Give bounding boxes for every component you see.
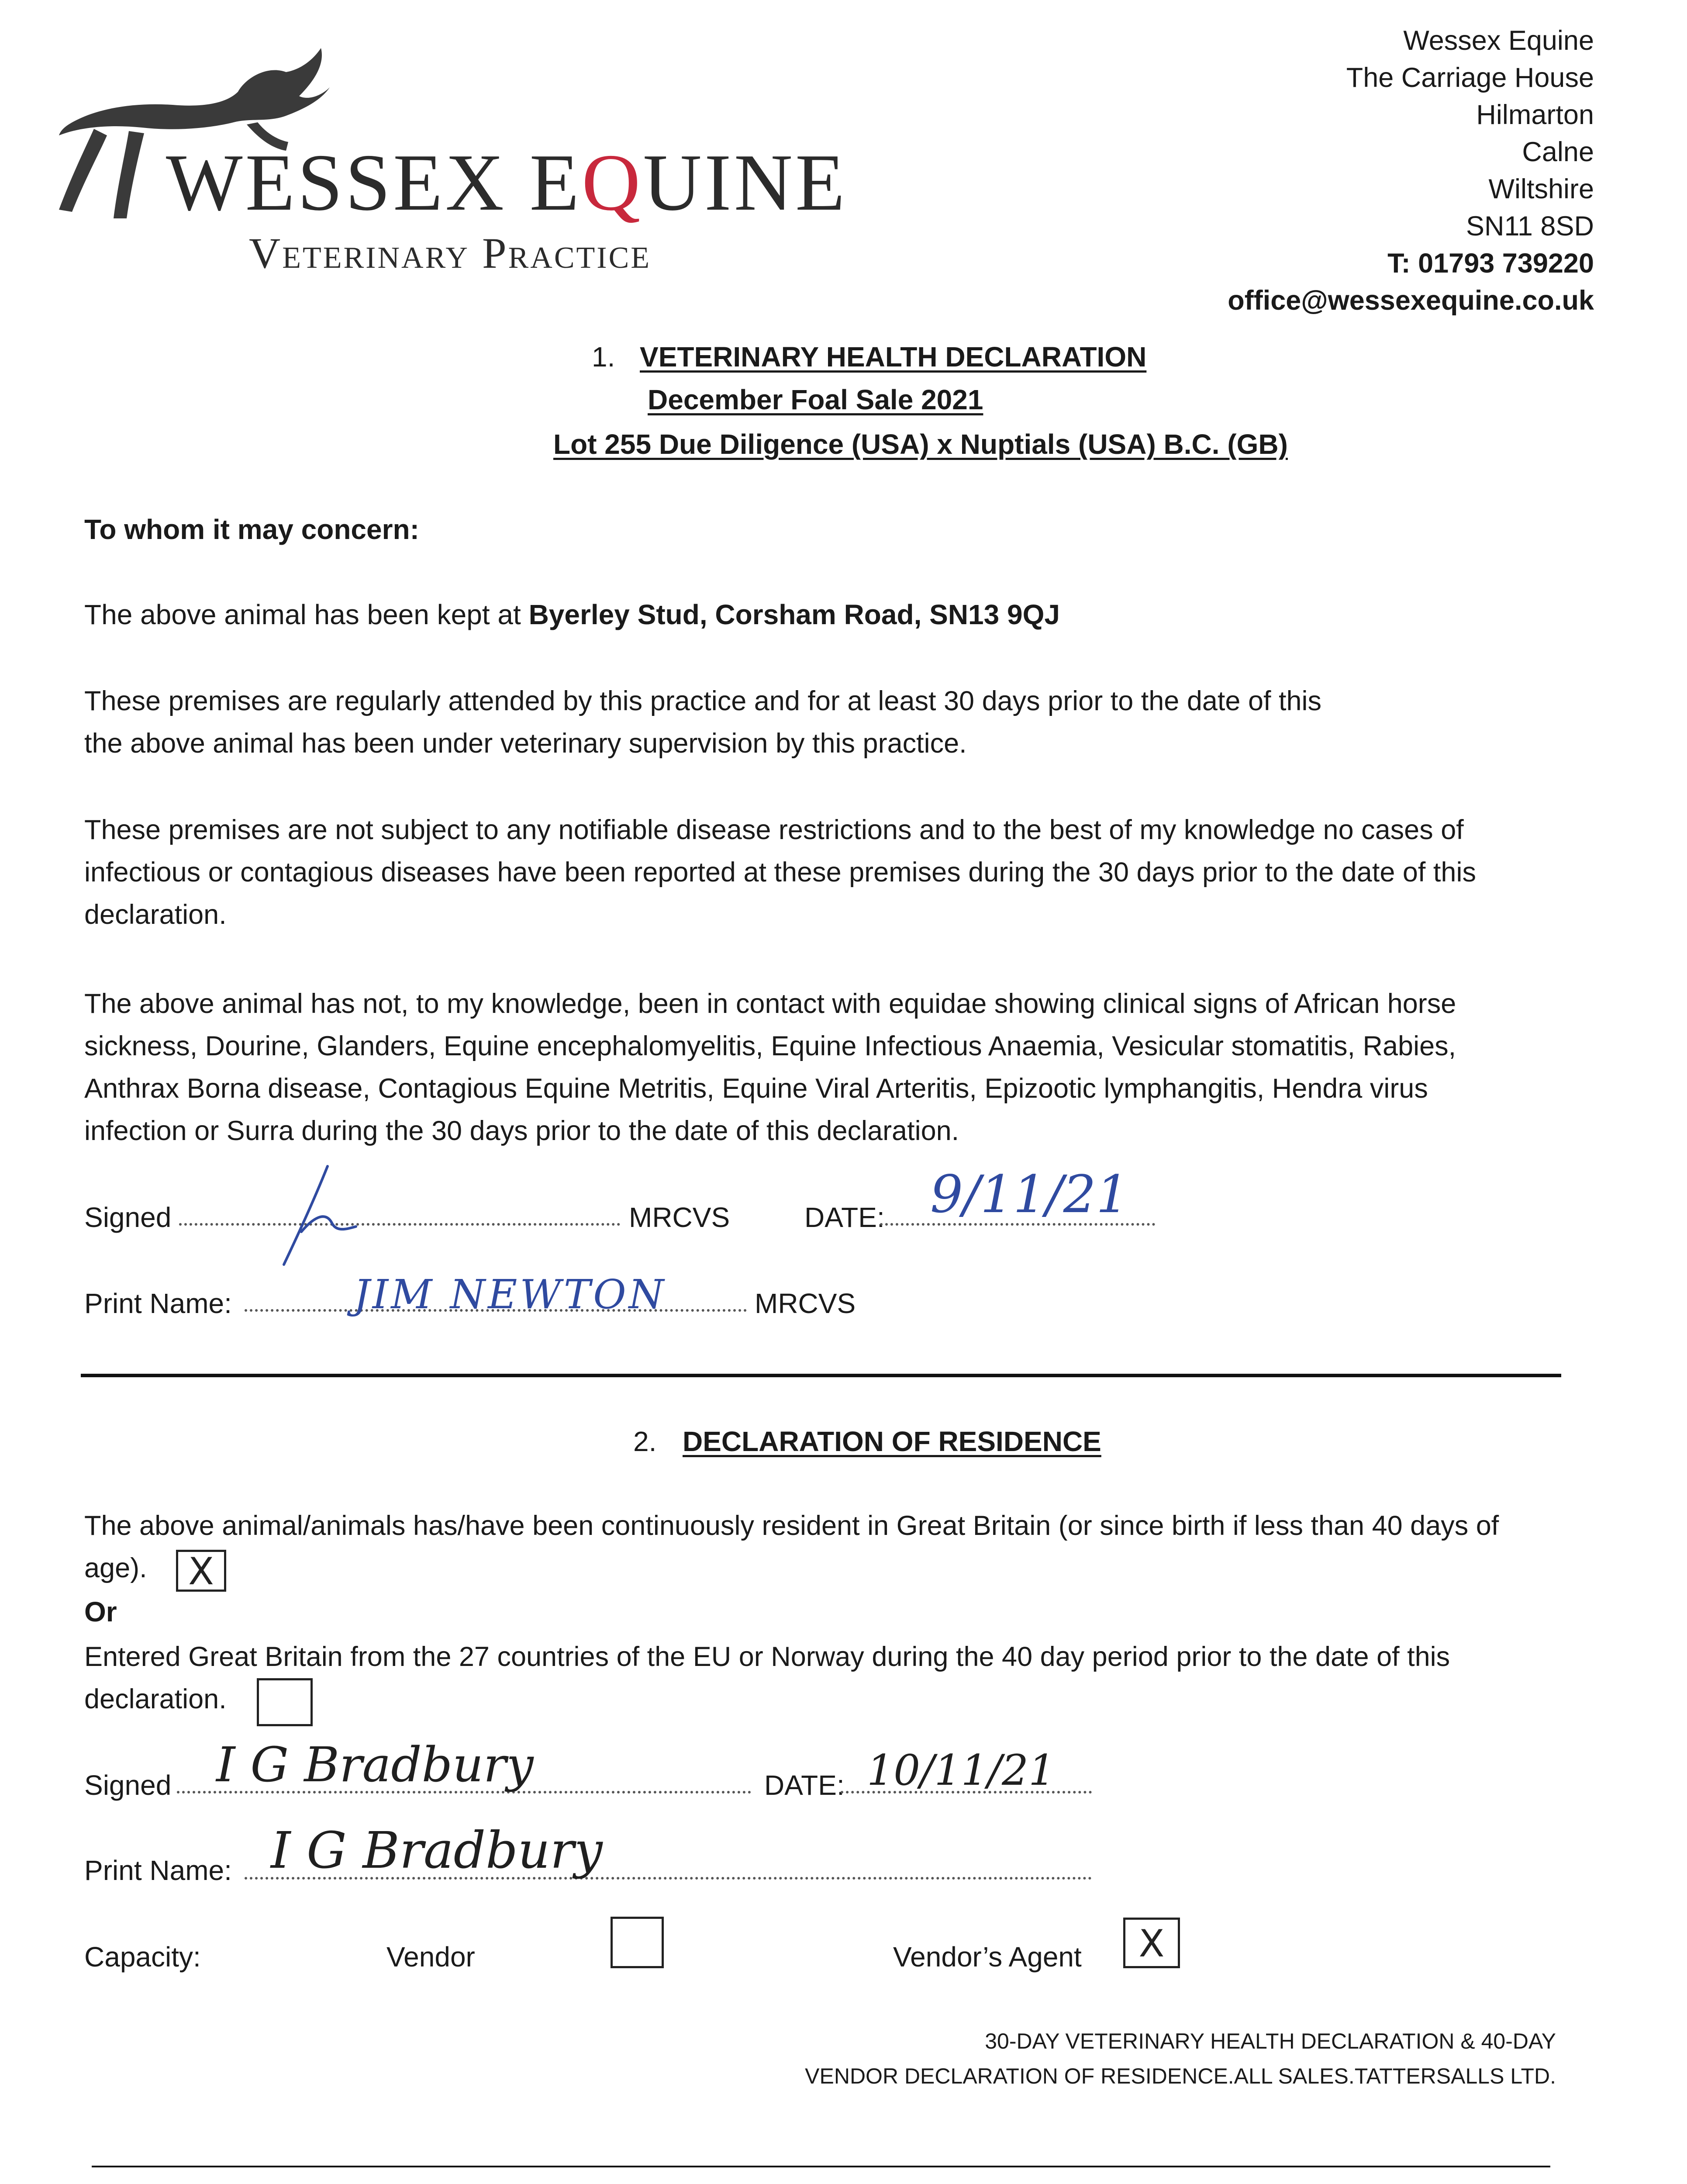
lot-title: Lot 255 Due Diligence (USA) x Nuptials (USA) B.C. (GB)	[553, 429, 1288, 460]
vendor-checkbox[interactable]	[611, 1917, 664, 1968]
paragraph-contact	[84, 983, 1456, 1152]
address-line: Hilmarton	[1476, 100, 1594, 130]
section2-title: DECLARATION OF RESIDENCE	[683, 1426, 1101, 1457]
footer-rule	[92, 2166, 1550, 2167]
logo-wordmark-part2: UINE	[643, 138, 848, 228]
vendor-agent-option-label: Vendor’s Agent	[893, 1941, 1082, 1973]
vet-date-label: DATE:	[804, 1202, 885, 1233]
logo-wordmark	[166, 138, 848, 228]
vendor-option-label: Vendor	[386, 1941, 475, 1973]
paragraph-premises	[84, 680, 1321, 765]
section-divider	[81, 1374, 1561, 1377]
paragraph-line: These premises are not subject to any notifiable disease restrictions and to the best of my knowledge no cases of	[84, 815, 1464, 845]
vendor-signed-label: Signed	[84, 1769, 172, 1801]
vendor-signature: I G Bradbury	[216, 1737, 534, 1793]
sale-title: December Foal Sale 2021	[648, 384, 983, 415]
kept-at-sentence	[84, 601, 1060, 629]
kept-at-location: Byerley Stud, Corsham Road, SN13 9QJ	[528, 599, 1060, 630]
paragraph-line: sickness, Dourine, Glanders, Equine encephalomyelitis, Equine Infectious Anaemia, Vesicular stomatitis, Rabies,	[84, 1031, 1456, 1061]
resident-checkbox[interactable]: X	[176, 1550, 226, 1592]
capacity-label: Capacity:	[84, 1941, 201, 1973]
address-line: SN11 8SD	[1466, 211, 1594, 242]
vet-print-name-value: JIM NEWTON	[354, 1271, 667, 1318]
vet-signed-label: Signed	[84, 1202, 172, 1233]
footer-line: VENDOR DECLARATION OF RESIDENCE.ALL SALES.TATTERSALLS LTD.	[805, 2064, 1556, 2088]
paragraph-line: Anthrax Borna disease, Contagious Equine Metritis, Equine Viral Arteritis, Epizootic lymphangitis, Hendra virus	[84, 1073, 1428, 1104]
address-line: Wiltshire	[1488, 174, 1594, 204]
paragraph-line: The above animal has not, to my knowledge, been in contact with equidae showing clinical signs of African horse	[84, 988, 1456, 1019]
address-phone: T: 01793 739220	[1387, 248, 1594, 279]
paragraph-restrictions	[84, 809, 1476, 936]
greeting: To whom it may concern:	[84, 514, 419, 545]
address-line: Calne	[1522, 137, 1594, 167]
logo-wordmark-part1: WESSEX E	[166, 138, 582, 228]
section1-number: 1.	[592, 341, 615, 373]
paragraph-line: These premises are regularly attended by this practice and for at least 30 days prior to the date of this	[84, 686, 1322, 716]
logo-wordmark-q: Q	[582, 138, 643, 228]
or-label: Or	[84, 1596, 117, 1628]
address-line: The Carriage House	[1346, 62, 1594, 93]
paragraph-line: infectious or contagious diseases have been reported at these premises during the 30 days prior to the date of this	[84, 857, 1476, 888]
vendor-print-name-value: I G Bradbury	[271, 1821, 603, 1880]
vet-signature	[271, 1158, 384, 1271]
vendor-agent-checkbox[interactable]: X	[1123, 1918, 1180, 1968]
section1-title: VETERINARY HEALTH DECLARATION	[640, 341, 1147, 373]
vet-print-name-label: Print Name:	[84, 1288, 232, 1319]
vet-mrcvs-label: MRCVS	[629, 1202, 730, 1233]
paragraph-line: the above animal has been under veterinary supervision by this practice.	[84, 728, 967, 759]
paragraph-line: The above animal/animals has/have been continuously resident in Great Britain (or since birth if less than 40 days of	[84, 1510, 1499, 1541]
paragraph-line: declaration.	[84, 899, 227, 930]
paragraph-line: age).	[84, 1553, 147, 1583]
logo-subtitle: Veterinary Practice	[249, 229, 652, 277]
vet-print-mrcvs-label: MRCVS	[755, 1288, 856, 1319]
paragraph-line: infection or Surra during the 30 days prior to the date of this declaration.	[84, 1116, 959, 1146]
address-line: Wessex Equine	[1403, 25, 1594, 56]
paragraph-line: declaration.	[84, 1684, 227, 1714]
paragraph-line: Entered Great Britain from the 27 countries of the EU or Norway during the 40 day period prior to the date of this	[84, 1641, 1450, 1672]
vet-date-value: 9/11/21	[930, 1164, 1129, 1224]
vendor-date-value: 10/11/21	[867, 1746, 1056, 1795]
address-email: office@wessexequine.co.uk	[1228, 285, 1594, 316]
kept-at-prefix: The above animal has been kept at	[84, 599, 529, 630]
paragraph-resident	[84, 1505, 1499, 1590]
footer-line: 30-DAY VETERINARY HEALTH DECLARATION & 40-DAY	[985, 2029, 1556, 2053]
vendor-date-label: DATE:	[764, 1769, 845, 1801]
vet-signature-line	[179, 1223, 620, 1226]
entered-checkbox[interactable]	[257, 1678, 313, 1726]
section2-number: 2.	[633, 1426, 657, 1457]
vendor-print-name-label: Print Name:	[84, 1855, 232, 1886]
